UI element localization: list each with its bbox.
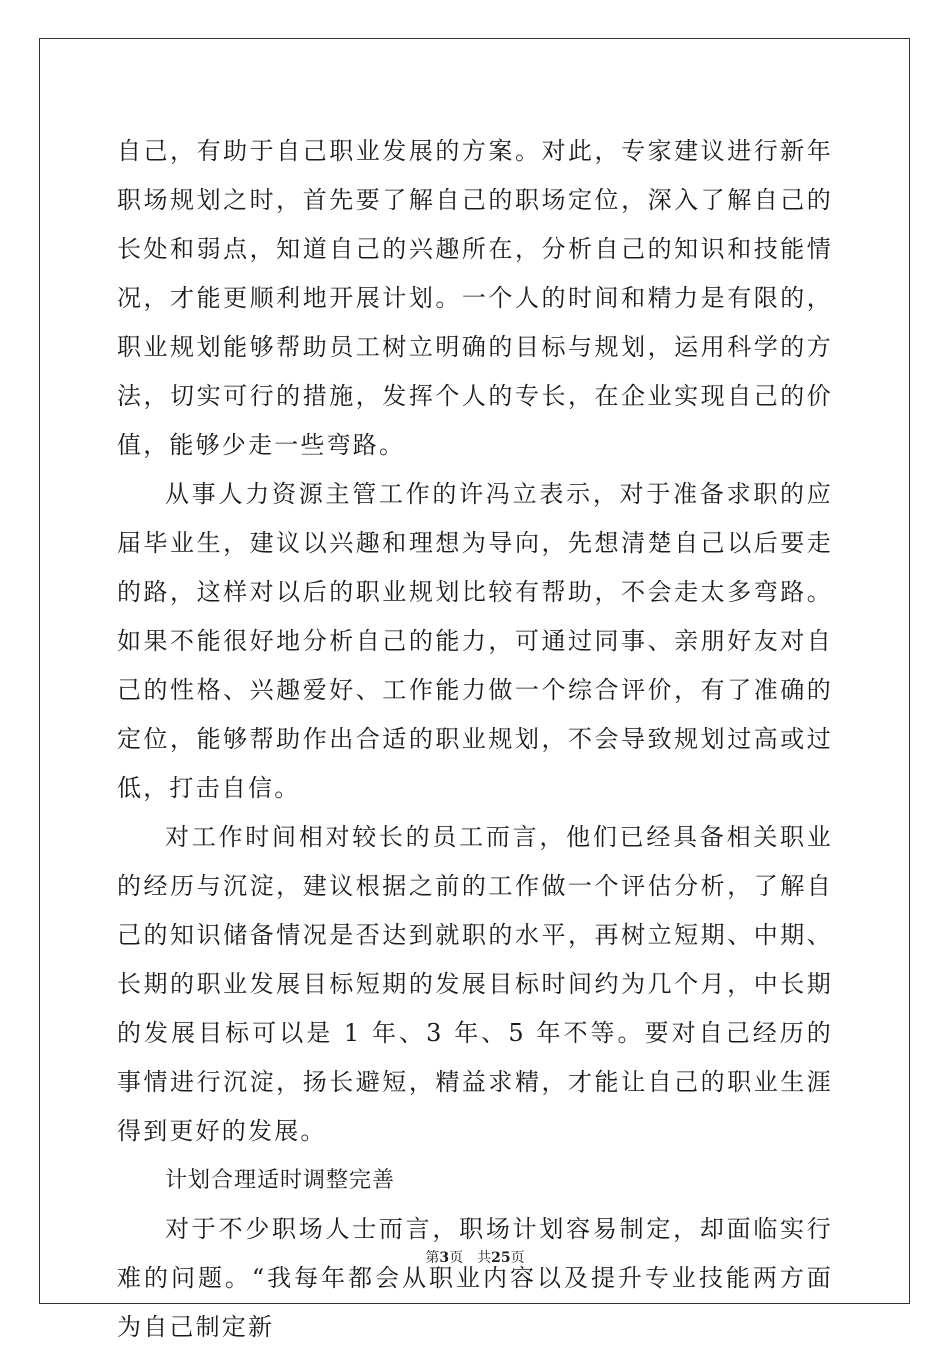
paragraph-3: 对工作时间相对较长的员工而言，他们已经具备相关职业的经历与沉淀，建议根据之前的工作做一个评估分析，了解自己的知识储备情况是否达到就职的水平，再树立短期、中期、长期的职业发展目标短期的发展目标时间约为几个月，中长期的发展目标可以是 1 年、3 年、5 年不等。要对自己经历的事情进行沉淀，扬长避短，精益求精，才能让自己的职业生涯得到更好的发展。 (117, 823, 833, 1145)
page-suffix: 页 (449, 1250, 464, 1266)
section-heading: 计划合理适时调整完善 (165, 1168, 396, 1193)
page-prefix: 第 (425, 1250, 440, 1266)
total-pages: 25 (491, 1250, 511, 1266)
paragraph-1: 自己，有助于自己职业发展的方案。对此，专家建议进行新年职场规划之时，首先要了解自己的职场定位，深入了解自己的长处和弱点，知道自己的兴趣所在，分析自己的知识和技能情况，才能更顺利地开展计划。一个人的时间和精力是有限的，职业规划能够帮助员工树立明确的目标与规划，运用科学的方法，切实可行的措施，发挥个人的专长，在企业实现自己的价值，能够少走一些弯路。 (117, 137, 833, 459)
total-prefix: 共 (477, 1250, 492, 1266)
paragraph-4: 对于不少职场人士而言，职场计划容易制定，却面临实行难的问题。“我每年都会从职业内容以及提升专业技能两方面为自己制定新 (117, 1215, 833, 1341)
paragraph-2: 从事人力资源主管工作的许冯立表示，对于准备求职的应届毕业生，建议以兴趣和理想为导向，先想清楚自己以后要走的路，这样对以后的职业规划比较有帮助，不会走太多弯路。如果不能很好地分析自己的能力，可通过同事、亲朋好友对自己的性格、兴趣爱好、工作能力做一个综合评价，有了准确的定位，能够帮助作出合适的职业规划，不会导致规划过高或过低，打击自信。 (117, 480, 833, 802)
page-number: 3 (439, 1250, 450, 1266)
total-suffix: 页 (510, 1250, 525, 1266)
document-body (117, 127, 833, 1352)
page-footer (0, 1247, 950, 1267)
